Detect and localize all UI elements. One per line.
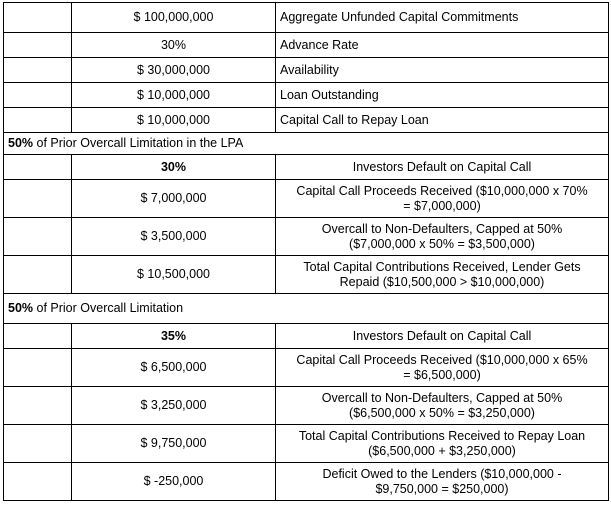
description-cell: Investors Default on Capital Call [276, 324, 609, 349]
blank-cell [4, 256, 72, 294]
table-row [4, 463, 609, 501]
amount-cell: $ 3,250,000 [72, 387, 276, 425]
description-line-2: = $7,000,000) [403, 198, 481, 213]
table-row [4, 387, 609, 425]
amount-cell: 30% [72, 33, 276, 58]
default-rate-cell: 35% [72, 324, 276, 349]
description-line-2: ($6,500,000 + $3,250,000) [368, 443, 516, 458]
amount-cell: $ 3,500,000 [72, 218, 276, 256]
description-cell [276, 349, 609, 387]
amount-cell: $ 7,000,000 [72, 180, 276, 218]
amount-cell: $ 10,000,000 [72, 83, 276, 108]
description-line-2: Repaid ($10,500,000 > $10,000,000) [339, 274, 545, 289]
table-row [4, 83, 609, 108]
blank-cell [4, 387, 72, 425]
amount-cell: $ -250,000 [72, 463, 276, 501]
description-cell [276, 256, 609, 294]
amount-cell: $ 10,500,000 [72, 256, 276, 294]
section-heading-row [4, 294, 609, 324]
table-row [4, 180, 609, 218]
description-line-2: ($7,000,000 x 50% = $3,500,000) [349, 236, 535, 251]
description-cell: Investors Default on Capital Call [276, 155, 609, 180]
description-line-1: Deficit Owed to the Lenders ($10,000,000 - [322, 466, 562, 481]
description-cell: Loan Outstanding [276, 83, 609, 108]
description-line-1: Capital Call Proceeds Received ($10,000,000 x 65% [296, 352, 588, 367]
amount-cell: $ 6,500,000 [72, 349, 276, 387]
description-cell [276, 218, 609, 256]
table-row [4, 218, 609, 256]
default-rate-cell: 30% [72, 155, 276, 180]
table-row [4, 155, 609, 180]
table-row [4, 58, 609, 83]
description-cell: Availability [276, 58, 609, 83]
description-line-1: Capital Call Proceeds Received ($10,000,000 x 70% [296, 183, 588, 198]
description-cell: Capital Call to Repay Loan [276, 108, 609, 133]
blank-cell [4, 180, 72, 218]
blank-cell [4, 58, 72, 83]
section-heading-text: of Prior Overcall Limitation in the LPA [33, 136, 244, 150]
description-line-2: $9,750,000 = $250,000) [375, 481, 509, 496]
amount-cell: $ 100,000,000 [72, 3, 276, 33]
blank-cell [4, 463, 72, 501]
section-heading [4, 133, 609, 155]
blank-cell [4, 324, 72, 349]
description-line-1: Overcall to Non-Defaulters, Capped at 50% [321, 390, 563, 405]
amount-cell: $ 10,000,000 [72, 108, 276, 133]
blank-cell [4, 83, 72, 108]
section-heading [4, 294, 609, 324]
section-heading-bold: 50% [8, 136, 34, 150]
amount-cell: $ 9,750,000 [72, 425, 276, 463]
description-cell [276, 425, 609, 463]
description-cell [276, 463, 609, 501]
description-cell: Advance Rate [276, 33, 609, 58]
table-row [4, 425, 609, 463]
capital-call-table [3, 2, 609, 501]
table-row [4, 256, 609, 294]
blank-cell [4, 155, 72, 180]
blank-cell [4, 349, 72, 387]
description-cell [276, 387, 609, 425]
description-line-1: Overcall to Non-Defaulters, Capped at 50% [321, 221, 563, 236]
section-heading-bold: 50% [8, 301, 34, 315]
blank-cell [4, 3, 72, 33]
blank-cell [4, 218, 72, 256]
table-row [4, 324, 609, 349]
blank-cell [4, 425, 72, 463]
section-heading-text: of Prior Overcall Limitation [33, 301, 184, 315]
blank-cell [4, 33, 72, 58]
description-cell [276, 180, 609, 218]
description-cell: Aggregate Unfunded Capital Commitments [276, 3, 609, 33]
description-line-1: Total Capital Contributions Received, Lender Gets [303, 259, 581, 274]
section-heading-row [4, 133, 609, 155]
description-line-2: ($6,500,000 x 50% = $3,250,000) [349, 405, 535, 420]
table-row [4, 108, 609, 133]
description-line-2: = $6,500,000) [403, 367, 481, 382]
blank-cell [4, 108, 72, 133]
table-row [4, 3, 609, 33]
table-row [4, 349, 609, 387]
description-line-1: Total Capital Contributions Received to Repay Loan [298, 428, 586, 443]
table-row [4, 33, 609, 58]
amount-cell: $ 30,000,000 [72, 58, 276, 83]
